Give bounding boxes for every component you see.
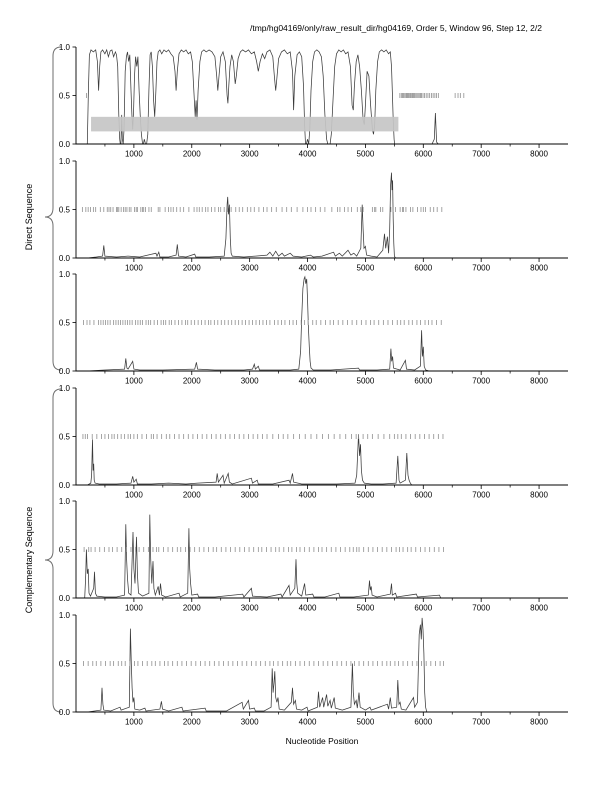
y-tick-label: 0.5 bbox=[58, 205, 70, 215]
x-tick-label: 6000 bbox=[414, 603, 433, 613]
x-tick-label: 2000 bbox=[182, 490, 201, 500]
x-tick-label: 3000 bbox=[240, 376, 259, 386]
x-tick-label: 8000 bbox=[530, 376, 548, 386]
x-tick-label: 8000 bbox=[530, 603, 548, 613]
plot-svg-complementary-1 bbox=[58, 383, 568, 500]
axis-frame bbox=[76, 274, 568, 371]
x-tick-label: 1000 bbox=[124, 149, 143, 159]
y-tick-label: 1.0 bbox=[58, 269, 70, 279]
probability-curve bbox=[88, 435, 565, 485]
x-tick-label: 8000 bbox=[530, 149, 548, 159]
x-tick-label: 2000 bbox=[182, 149, 201, 159]
y-tick-label: 0.0 bbox=[58, 593, 70, 603]
x-tick-label: 4000 bbox=[298, 717, 317, 727]
x-tick-label: 2000 bbox=[182, 376, 201, 386]
x-tick-label: 6000 bbox=[414, 490, 433, 500]
x-tick-label: 5000 bbox=[356, 717, 375, 727]
x-tick-label: 4000 bbox=[298, 263, 317, 273]
x-tick-label: 1000 bbox=[124, 717, 143, 727]
plot-svg-complementary-2 bbox=[58, 496, 568, 613]
x-axis-title: Nucleotide Position bbox=[285, 736, 359, 746]
y-tick-label: 0.0 bbox=[58, 253, 70, 263]
y-tick-label: 0.0 bbox=[58, 366, 70, 376]
x-tick-label: 1000 bbox=[124, 376, 143, 386]
x-tick-label: 7000 bbox=[472, 376, 491, 386]
plot-svg-complementary-3 bbox=[58, 610, 568, 727]
x-tick-label: 5000 bbox=[356, 490, 375, 500]
x-tick-label: 2000 bbox=[182, 717, 201, 727]
y-tick-label: 0.0 bbox=[58, 139, 70, 149]
x-tick-label: 6000 bbox=[414, 263, 433, 273]
plot-svg-direct-1 bbox=[58, 42, 568, 159]
y-tick-label: 1.0 bbox=[58, 42, 70, 52]
x-tick-label: 1000 bbox=[124, 603, 143, 613]
y-tick-label: 1.0 bbox=[58, 383, 70, 393]
panel-direct-3 bbox=[58, 269, 568, 386]
plot-svg-direct-2 bbox=[58, 156, 568, 273]
page-title: /tmp/hg04169/only/raw_result_dir/hg04169, Order 5, Window 96, Step 12, 2/2 bbox=[249, 23, 542, 33]
x-tick-label: 2000 bbox=[182, 603, 201, 613]
panel-direct-1 bbox=[58, 42, 568, 159]
x-tick-label: 6000 bbox=[414, 376, 433, 386]
x-tick-label: 4000 bbox=[298, 603, 317, 613]
x-tick-label: 7000 bbox=[472, 263, 491, 273]
x-tick-label: 3000 bbox=[240, 717, 259, 727]
panel-complementary-1 bbox=[58, 383, 568, 500]
x-tick-label: 7000 bbox=[472, 149, 491, 159]
probability-curve bbox=[85, 515, 565, 598]
y-tick-label: 0.0 bbox=[58, 707, 70, 717]
x-tick-label: 7000 bbox=[472, 603, 491, 613]
y-tick-label: 0.5 bbox=[58, 432, 70, 442]
x-tick-label: 1000 bbox=[124, 263, 143, 273]
y-tick-label: 0.5 bbox=[58, 659, 70, 669]
y-tick-label: 0.5 bbox=[58, 91, 70, 101]
predicted-region-bar bbox=[91, 117, 398, 132]
x-tick-label: 6000 bbox=[414, 149, 433, 159]
x-tick-label: 6000 bbox=[414, 717, 433, 727]
x-tick-label: 3000 bbox=[240, 490, 259, 500]
x-tick-label: 8000 bbox=[530, 717, 548, 727]
panel-complementary-3 bbox=[58, 610, 568, 727]
x-tick-label: 4000 bbox=[298, 149, 317, 159]
x-tick-label: 8000 bbox=[530, 263, 548, 273]
axis-frame bbox=[76, 388, 568, 485]
y-tick-label: 0.5 bbox=[58, 545, 70, 555]
direct-sequence-label: Direct Sequence bbox=[24, 183, 34, 251]
x-tick-label: 4000 bbox=[298, 376, 317, 386]
y-tick-label: 0.0 bbox=[58, 480, 70, 490]
x-tick-label: 2000 bbox=[182, 263, 201, 273]
axis-frame bbox=[76, 161, 568, 258]
x-tick-label: 5000 bbox=[356, 376, 375, 386]
x-tick-label: 7000 bbox=[472, 490, 491, 500]
y-tick-label: 1.0 bbox=[58, 496, 70, 506]
plot-svg-direct-3 bbox=[58, 269, 568, 386]
x-tick-label: 4000 bbox=[298, 490, 317, 500]
complementary-sequence-label: Complementary Sequence bbox=[24, 506, 34, 614]
x-tick-label: 5000 bbox=[356, 263, 375, 273]
panel-direct-2 bbox=[58, 156, 568, 273]
probability-curve bbox=[88, 277, 565, 371]
x-tick-label: 5000 bbox=[356, 149, 375, 159]
x-tick-label: 3000 bbox=[240, 149, 259, 159]
axis-frame bbox=[76, 615, 568, 712]
x-tick-label: 3000 bbox=[240, 263, 259, 273]
x-tick-label: 1000 bbox=[124, 490, 143, 500]
panel-complementary-2 bbox=[58, 496, 568, 613]
probability-curve bbox=[88, 173, 565, 258]
x-tick-label: 5000 bbox=[356, 603, 375, 613]
x-tick-label: 3000 bbox=[240, 603, 259, 613]
y-tick-label: 0.5 bbox=[58, 318, 70, 328]
y-tick-label: 1.0 bbox=[58, 156, 70, 166]
x-tick-label: 7000 bbox=[472, 717, 491, 727]
probability-curve bbox=[88, 618, 565, 712]
x-tick-label: 8000 bbox=[530, 490, 548, 500]
y-tick-label: 1.0 bbox=[58, 610, 70, 620]
